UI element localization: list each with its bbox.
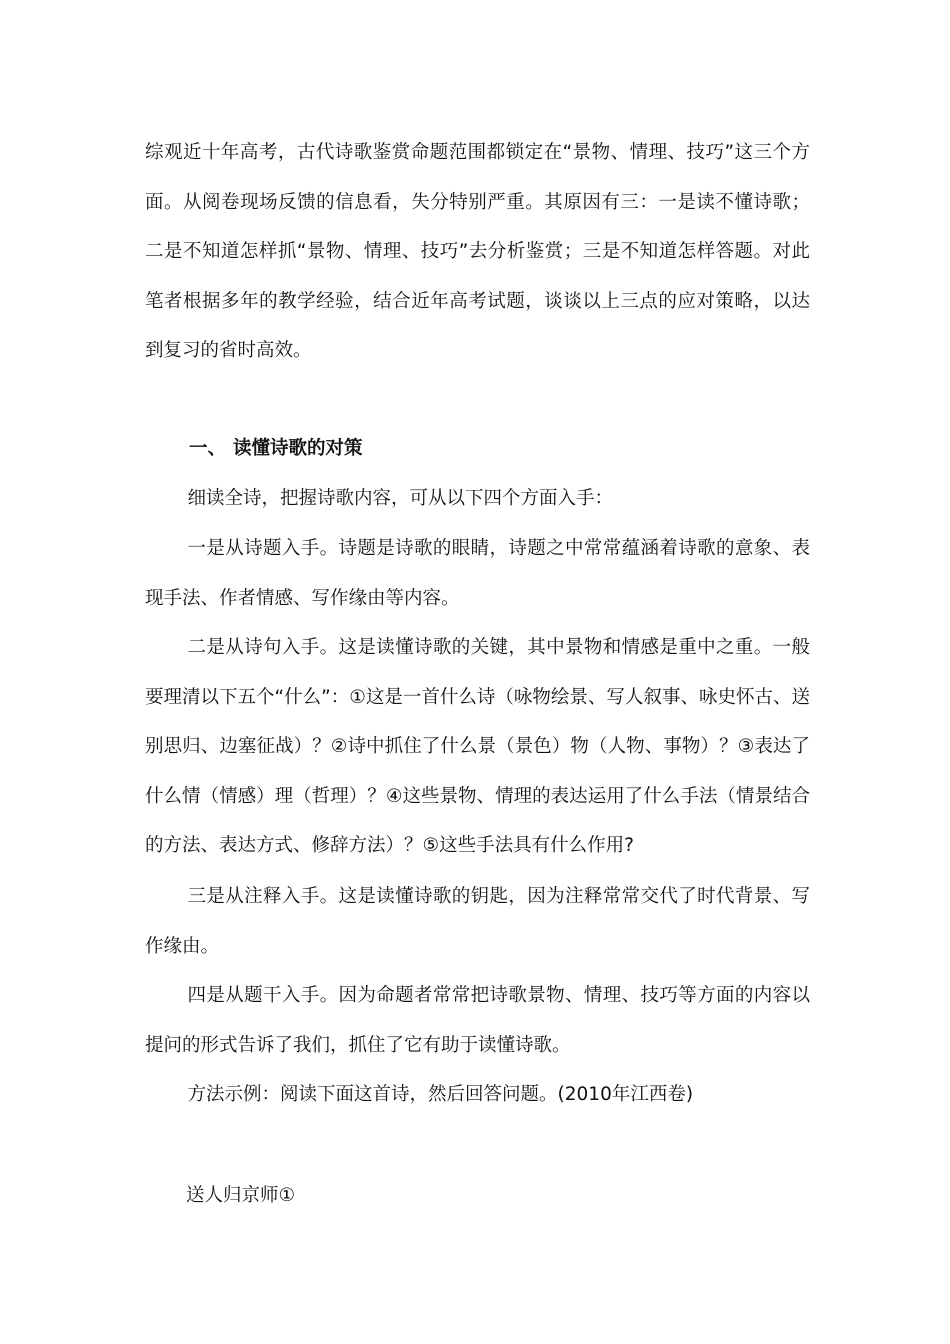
intro-paragraph: 综观近十年高考，古代诗歌鉴赏命题范围都锁定在“景物、情理、技巧”这三个方面。从阅卷现场反馈的信息看，失分特别严重。其原因有三：一是读不懂诗歌；二是不知道怎样抓“景物、情理、技巧”去分析鉴赏；三是不知道怎样答题。对此笔者根据多年的教学经验，结合近年高考试题，谈谈以上三点的应对策略，以达到复习的省时高效。	[145, 142, 810, 361]
point-lines-paragraph: 二是从诗句入手。这是读懂诗歌的关键，其中景物和情感是重中之重。一般要理清以下五个“什么”：①这是一首什么诗（咏物绘景、写人叙事、咏史怀古、送别思归、边塞征战）？②诗中抓住了什么景（景色）物（人物、事物）？③表达了什么情（情感）理（哲理）？④这些景物、情理的表达运用了什么手法（情景结合的方法、表达方式、修辞方法）？⑤这些手法具有什么作用?	[145, 637, 810, 856]
section-lead-paragraph: 细读全诗，把握诗歌内容，可从以下四个方面入手：	[187, 488, 614, 509]
point-question-paragraph: 四是从题干入手。因为命题者常常把诗歌景物、情理、技巧等方面的内容以提问的形式告诉了我们，抓住了它有助于读懂诗歌。	[145, 985, 810, 1056]
point-notes-paragraph: 三是从注释入手。这是读懂诗歌的钥匙，因为注释常常交代了时代背景、写作缘由。	[145, 886, 810, 957]
section-title: 读懂诗歌的对策	[233, 438, 363, 459]
point-title-paragraph: 一是从诗题入手。诗题是诗歌的眼睛，诗题之中常常蕴涵着诗歌的意象、表现手法、作者情感、写作缘由等内容。	[145, 538, 810, 609]
section-heading	[189, 434, 363, 464]
section-number: 一、	[189, 438, 227, 459]
example-paragraph: 方法示例：阅读下面这首诗，然后回答问题。(2010年江西卷)	[187, 1084, 694, 1105]
poem-title: 送人归京师①	[186, 1185, 296, 1206]
